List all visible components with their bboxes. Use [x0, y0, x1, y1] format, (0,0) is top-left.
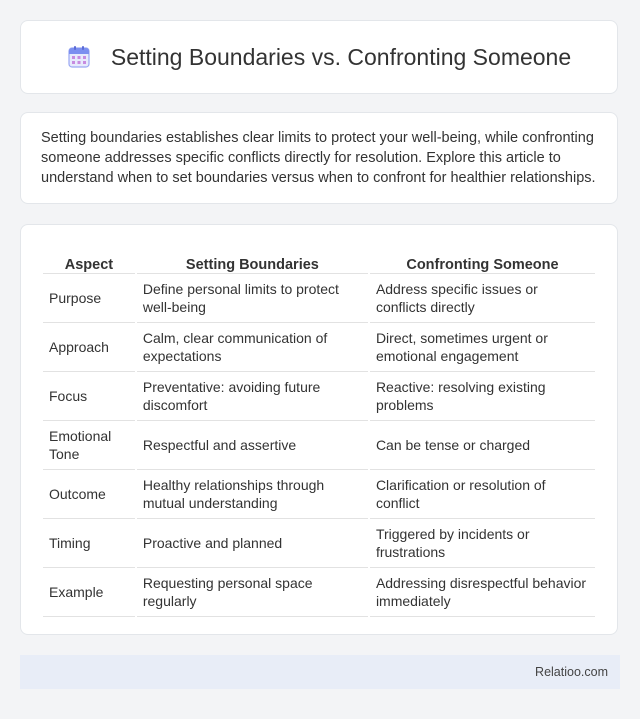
table-cell-setting-boundaries: Calm, clear communication of expectations: [137, 323, 368, 372]
column-header-confronting-someone: Confronting Someone: [370, 243, 595, 274]
table-cell-aspect: Focus: [43, 372, 135, 421]
title-wrap: [67, 44, 571, 71]
table-header-row: [43, 243, 595, 274]
table-row: [43, 274, 595, 323]
table-cell-setting-boundaries: Proactive and planned: [137, 519, 368, 568]
table-cell-confronting-someone: Clarification or resolution of conflict: [370, 470, 595, 519]
table-cell-aspect: Outcome: [43, 470, 135, 519]
table-cell-aspect: Purpose: [43, 274, 135, 323]
comparison-table: [41, 243, 597, 617]
table-cell-setting-boundaries: Respectful and assertive: [137, 421, 368, 470]
table-cell-confronting-someone: Triggered by incidents or frustrations: [370, 519, 595, 568]
header-card: [20, 20, 618, 94]
footer-brand: Relatioo.com: [535, 665, 608, 679]
table-cell-confronting-someone: Reactive: resolving existing problems: [370, 372, 595, 421]
table-cell-aspect: Timing: [43, 519, 135, 568]
table-row: [43, 519, 595, 568]
table-cell-confronting-someone: Direct, sometimes urgent or emotional engagement: [370, 323, 595, 372]
comparison-card: [20, 224, 618, 635]
column-header-setting-boundaries: Setting Boundaries: [137, 243, 368, 274]
table-cell-confronting-someone: Can be tense or charged: [370, 421, 595, 470]
table-cell-setting-boundaries: Preventative: avoiding future discomfort: [137, 372, 368, 421]
table-cell-aspect: Approach: [43, 323, 135, 372]
table-row: [43, 568, 595, 617]
table-row: [43, 323, 595, 372]
page-title: Setting Boundaries vs. Confronting Someone: [110, 43, 572, 70]
calendar-icon: [67, 45, 91, 69]
table-row: [43, 372, 595, 421]
intro-card: [20, 112, 618, 204]
footer-bar: [20, 655, 620, 689]
table-cell-setting-boundaries: Requesting personal space regularly: [137, 568, 368, 617]
table-row: [43, 470, 595, 519]
table-cell-setting-boundaries: Healthy relationships through mutual understanding: [137, 470, 368, 519]
intro-paragraph: Setting boundaries establishes clear limits to protect your well-being, while confronting someone addresses specific conflicts directly for resolution. Explore this article to understand when to set boundaries versus when to confront for healthier relationships.: [41, 130, 596, 186]
table-row: [43, 421, 595, 470]
column-header-aspect: Aspect: [43, 243, 135, 274]
table-cell-setting-boundaries: Define personal limits to protect well-being: [137, 274, 368, 323]
table-cell-aspect: Emotional Tone: [43, 421, 135, 470]
table-cell-confronting-someone: Address specific issues or conflicts directly: [370, 274, 595, 323]
table-cell-aspect: Example: [43, 568, 135, 617]
table-cell-confronting-someone: Addressing disrespectful behavior immediately: [370, 568, 595, 617]
